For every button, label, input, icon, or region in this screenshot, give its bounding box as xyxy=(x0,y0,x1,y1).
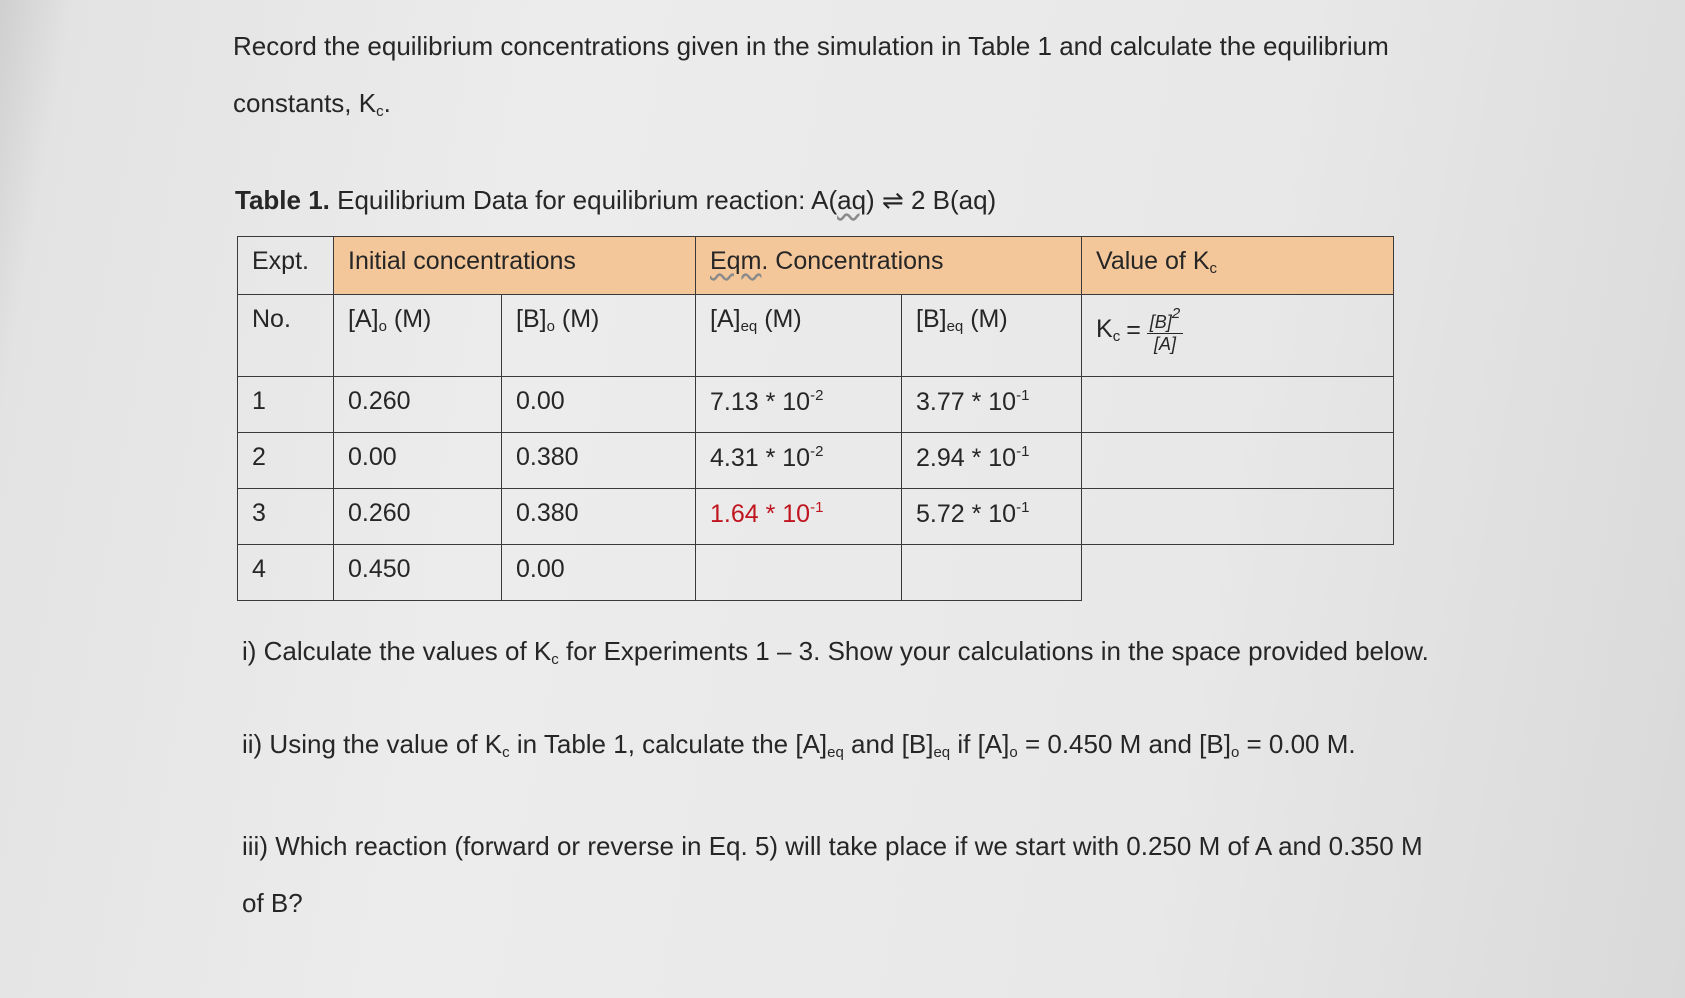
kc-denominator: [A] xyxy=(1153,334,1176,354)
q3-line-2: of B? xyxy=(242,888,303,918)
table-row xyxy=(238,377,1394,433)
q2-sub-1: c xyxy=(502,744,510,761)
subheader-aeq-text: [A] xyxy=(710,305,741,333)
table-subheader-row xyxy=(238,295,1394,377)
header-eqm-word: Eqm xyxy=(710,247,762,275)
q2-sub-5: o xyxy=(1230,744,1240,761)
row2-beq xyxy=(902,433,1082,489)
kc-formula xyxy=(1096,305,1379,355)
row3-b0: 0.380 xyxy=(502,489,696,545)
row2-no: 2 xyxy=(238,433,334,489)
row3-beq-exponent: -1 xyxy=(1016,499,1030,516)
q2-text-b: in Table 1, calculate the [A] xyxy=(509,729,828,759)
q2-text-a: ii) Using the value of K xyxy=(242,729,503,759)
q2-text-d: if [A] xyxy=(950,729,1010,759)
subheader-b0-sub: o xyxy=(546,318,555,335)
table-caption-label: Table 1. xyxy=(235,185,330,215)
row4-empty xyxy=(1082,545,1394,601)
row1-b0: 0.00 xyxy=(502,377,696,433)
intro-line-1: Record the equilibrium concentrations given in the simulation in Table 1 and calculate the equilibrium xyxy=(233,31,1389,61)
subheader-kc-formula xyxy=(1082,295,1394,377)
row2-kc-blank[interactable] xyxy=(1082,433,1394,489)
subheader-beq-sub: eq xyxy=(946,318,964,335)
row3-aeq-mantissa: 1.64 * 10 xyxy=(710,500,811,528)
row1-no: 1 xyxy=(238,377,334,433)
row1-aeq xyxy=(696,377,902,433)
q1-text-b: for Experiments 1 – 3. Show your calculations in the space provided below. xyxy=(558,636,1429,666)
kc-equals: = xyxy=(1126,315,1141,344)
row4-beq-blank[interactable] xyxy=(902,545,1082,601)
equilibrium-data-table xyxy=(237,236,1394,601)
header-initial-concentrations: Initial concentrations xyxy=(334,237,696,295)
table-row xyxy=(238,489,1394,545)
row1-beq-exponent: -1 xyxy=(1016,387,1030,404)
subheader-aeq-unit: (M) xyxy=(757,305,802,333)
table-header-row xyxy=(238,237,1394,295)
subheader-aeq-sub: eq xyxy=(740,318,758,335)
intro-period: . xyxy=(383,88,391,118)
subheader-b0-text: [B] xyxy=(516,305,547,333)
row1-aeq-mantissa: 7.13 * 10 xyxy=(710,388,811,416)
row4-b0: 0.00 xyxy=(502,545,696,601)
row3-a0: 0.260 xyxy=(334,489,502,545)
q3-line-1: iii) Which reaction (forward or reverse in Eq. 5) will take place if we start with 0.250 M of A and 0.350 M xyxy=(242,831,1423,861)
row2-aeq-exponent: -2 xyxy=(810,443,824,460)
subheader-b0 xyxy=(502,295,696,377)
row1-kc-blank[interactable] xyxy=(1082,377,1394,433)
intro-text xyxy=(233,18,1533,140)
kc-formula-k xyxy=(1096,315,1120,345)
header-expt: Expt. xyxy=(238,237,334,295)
row3-beq-mantissa: 5.72 * 10 xyxy=(916,500,1017,528)
question-1 xyxy=(242,636,1429,668)
row2-beq-mantissa: 2.94 * 10 xyxy=(916,444,1017,472)
q2-sub-4: o xyxy=(1009,744,1018,761)
row4-no: 4 xyxy=(238,545,334,601)
row3-aeq-exponent: -1 xyxy=(810,499,824,516)
kc-label-sub: c xyxy=(1112,328,1121,345)
intro-line-2 xyxy=(233,75,1533,140)
q2-text-e: = 0.450 M and [B] xyxy=(1017,729,1231,759)
subheader-no: No. xyxy=(238,295,334,377)
kc-numerator xyxy=(1147,305,1183,334)
row2-beq-exponent: -1 xyxy=(1016,443,1030,460)
header-eqm-rest: . Concentrations xyxy=(761,247,944,275)
row1-beq-mantissa: 3.77 * 10 xyxy=(916,388,1017,416)
subheader-a0-text: [A] xyxy=(348,305,379,333)
row1-aeq-exponent: -2 xyxy=(810,387,824,404)
subheader-b0-unit: (M) xyxy=(554,305,600,333)
row3-beq xyxy=(902,489,1082,545)
row3-aeq xyxy=(696,489,902,545)
subheader-aeq xyxy=(696,295,902,377)
row2-b0: 0.380 xyxy=(502,433,696,489)
subheader-beq-unit: (M) xyxy=(963,305,1008,333)
subheader-a0-unit: (M) xyxy=(386,305,432,333)
q1-sub: c xyxy=(551,651,559,668)
question-3 xyxy=(242,818,1522,932)
row2-aeq-mantissa: 4.31 * 10 xyxy=(710,444,811,472)
row4-aeq-blank[interactable] xyxy=(696,545,902,601)
kc-fraction xyxy=(1147,305,1183,355)
kc-numerator-text: [B] xyxy=(1149,312,1172,332)
kc-numerator-exponent: 2 xyxy=(1171,305,1181,322)
q1-text-a: i) Calculate the values of K xyxy=(242,636,552,666)
q2-sub-3: eq xyxy=(933,744,951,761)
header-eqm-concentrations xyxy=(696,237,1082,295)
table-row xyxy=(238,545,1394,601)
header-value-of-text: Value of K xyxy=(1096,247,1210,275)
table-caption xyxy=(235,185,996,216)
row3-no: 3 xyxy=(238,489,334,545)
intro-line-2-text: constants, K xyxy=(233,88,377,118)
q2-sub-2: eq xyxy=(827,744,844,761)
row3-kc-blank[interactable] xyxy=(1082,489,1394,545)
question-2 xyxy=(242,729,1356,761)
intro-kc-subscript: c xyxy=(376,103,384,120)
subheader-beq xyxy=(902,295,1082,377)
subheader-a0-sub: o xyxy=(378,318,387,335)
kc-label: K xyxy=(1096,315,1113,343)
header-value-of-kc xyxy=(1082,237,1394,295)
table-caption-aq: aq xyxy=(837,185,867,215)
q2-text-f: = 0.00 M. xyxy=(1239,729,1356,759)
subheader-beq-text: [B] xyxy=(916,305,947,333)
row1-beq xyxy=(902,377,1082,433)
row2-a0: 0.00 xyxy=(334,433,502,489)
table-caption-reaction: ) ⇌ 2 B(aq) xyxy=(866,185,997,215)
row1-a0: 0.260 xyxy=(334,377,502,433)
table-row xyxy=(238,433,1394,489)
header-value-subscript: c xyxy=(1209,260,1218,277)
row2-aeq xyxy=(696,433,902,489)
row4-a0: 0.450 xyxy=(334,545,502,601)
q2-text-c: and [B] xyxy=(843,729,934,759)
table-caption-text: Equilibrium Data for equilibrium reaction: A( xyxy=(337,185,838,215)
subheader-a0 xyxy=(334,295,502,377)
